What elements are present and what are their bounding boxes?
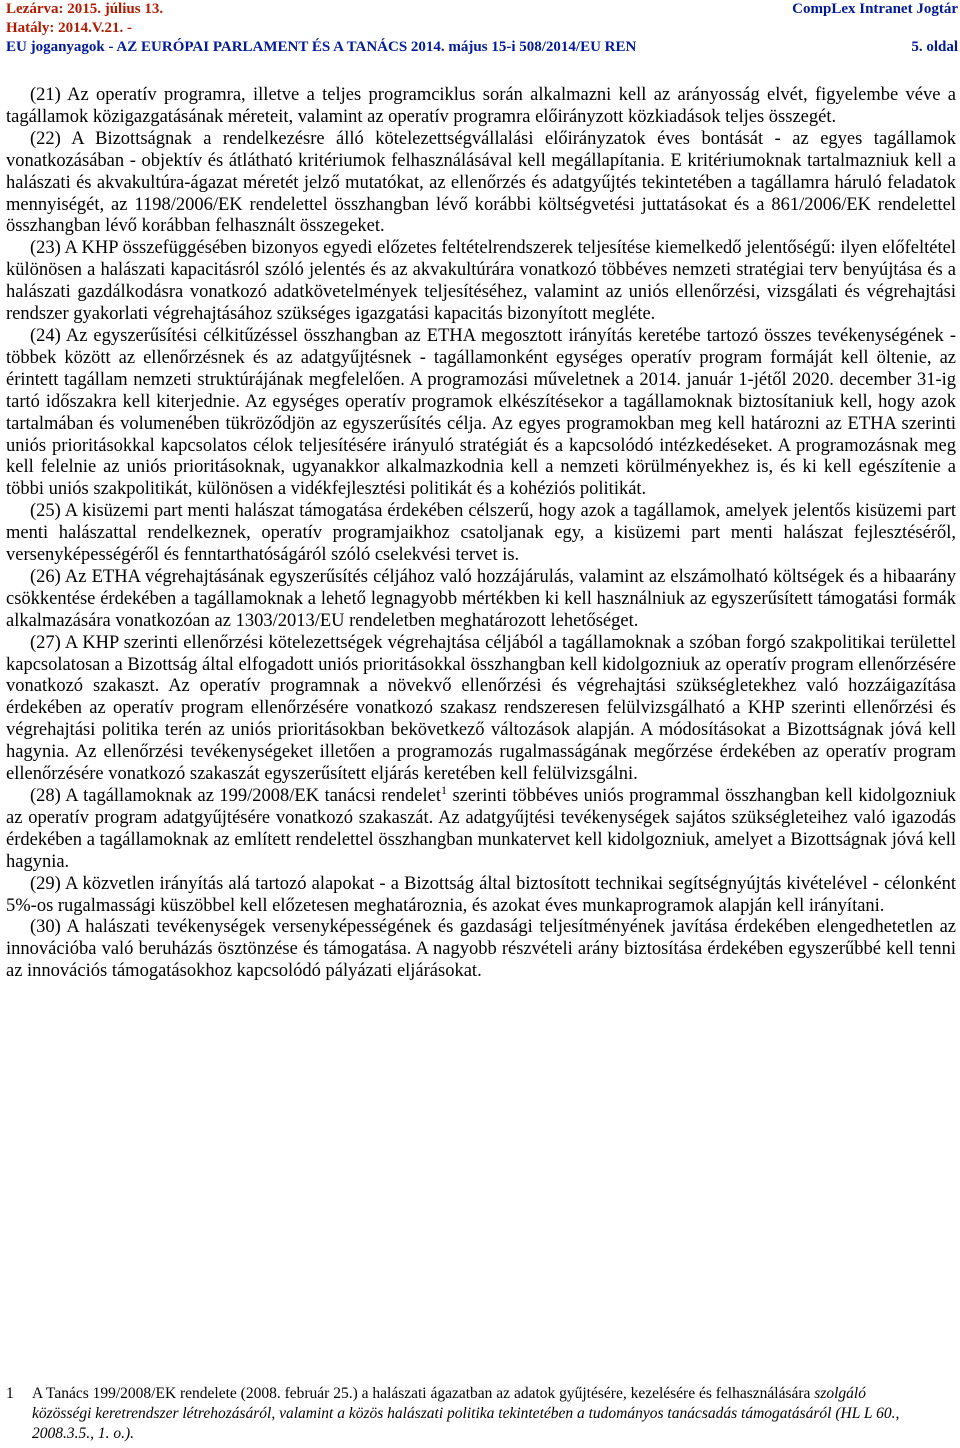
header-row-3 [6, 38, 958, 57]
header-row-2 [6, 19, 958, 38]
document-body [6, 85, 956, 983]
paragraph-28-rest: szerinti többéves uniós programmal összhangban kell kidolgozniuk az operatív program adatgyűjtésére vonatkozó szakaszát. Az adatgyűjtési tevékenységek sajátos szükségleteihez való igazodás érdekében a tagállamoknak az említett rendelettel összhangban munkatervet kell kidolgozniuk, amelyet a Bizottságnak jóvá kell hagynia. [6, 786, 957, 872]
paragraph-30: (30) A halászati tevékenységek versenyképességének és gazdasági teljesítményének javítása érdekében elengedhetetlen az innovációba való beruházás ösztönzése és támogatása. A nagyobb részvételi arány biztosítása érdekében egyszerűbbé kell tenni az innovációs támogatásokhoz kapcsolódó pályázati eljárásokat. [6, 917, 956, 982]
page-number: 5. oldal [911, 39, 958, 55]
footnote-reference[interactable]: 1 [441, 782, 447, 797]
paragraph-24: (24) Az egyszerűsítési célkitűzéssel összhangban az ETHA megosztott irányítás keretébe tartozó összes tevékenységének - többek között az ellenőrzésnek és az adatgyűjtésnek - tagállamonként egységes operatív program formáját kell öltenie, az érintett tagállam nemzeti struktúrájának megfelelően. A programozási műveletnek a 2014. január 1-jétől 2020. december 31-ig tartó időszakra kell kiterjednie. Az egységes operatív programok elkészítésekor a tagállamoknak biztosítaniuk kell, hogy azok tartalmában és volumenében tükröződjön az egyszerűsítés célja. Az egyes programokban meg kell határozni az ETHA szerinti uniós prioritásokkal kapcsolatos célok teljesítésére irányuló stratégiát és a kapcsolódó intézkedéseket. A programozásnak meg kell felelnie az uniós prioritásoknak, ugyanakkor alkalmazkodnia kell a nemzeti körülményekhez is, és ki kell egészítenie a többi uniós szakpolitikát, különösen a vidékfejlesztési politikát és a kohéziós politikát. [6, 325, 956, 500]
document-header [6, 0, 958, 60]
paragraph-22: (22) A Bizottságnak a rendelkezésre álló kötelezettségvállalási előirányzatok éves bontását - az egyes tagállamok vonatkozásában - objektív és átlátható kritériumok felhasználásával kell megállapítania. E kritériumoknak tartalmazniuk kell a halászati és akvakultúra-ágazat méretét jelző mutatókat, az ellenőrzés és adatgyűjtés tekintetében a tagállamra háruló feladatok mennyiségét, az 1198/2006/EK rendelettel összhangban lévő korábbi költségvetési juttatásokat és a 861/2006/EK rendelettel összhangban lévő korábban felhasznált összegeket. [6, 128, 956, 237]
paragraph-25: (25) A kisüzemi part menti halászat támogatása érdekében célszerű, hogy azok a tagállamok, amelyek jelentős kisüzemi part menti halászattal rendelkeznek, operatív programjaikhoz csatoljanak egy, a kisüzemi part menti halászat fejlesztéséről, versenyképességéről és fenntarthatóságáról szóló cselekvési tervet is. [6, 501, 956, 566]
closed-date: Lezárva: 2015. július 13. [6, 1, 164, 17]
source-brand: CompLex Intranet Jogtár [792, 1, 958, 17]
paragraph-28 [6, 782, 957, 874]
paragraph-23: (23) A KHP összefüggésében bizonyos egyedi előzetes feltételrendszerek teljesítése kiemelkedő jelentőségű: ilyen előfeltétel különösen a halászati kapacitásról szóló jelentés és az akvakultúrára vonatkozó többéves nemzeti stratégiai terv benyújtása és a halászati gazdálkodásra vonatkozó adatkövetelmények teljesítéséhez, valamint az uniós ellenőrzési, vizsgálati és végrehajtási rendszer gyakorlati végrehajtásához szükséges igazgatási kapacitás bizonyított megléte. [6, 238, 956, 325]
footnote-text-italic: szolgáló közösségi keretrendszer létrehozásáról, valamint a közös halászati politika tekintetében a tudományos tanácsadás támogatásáról (HL L 60., 2008.3.5., 1. o.). [32, 1385, 900, 1442]
footnote-text-normal: A Tanács 199/2008/EK rendelete (2008. február 25.) a halászati ágazatban az adatok gyűjtésére, kezelésére és felhasználására [32, 1385, 811, 1402]
header-row-1 [6, 0, 958, 19]
paragraph-28-start: (28) A tagállamoknak az 199/2008/EK tanácsi rendelet [30, 786, 441, 806]
paragraph-26: (26) Az ETHA végrehajtásának egyszerűsítés céljához való hozzájárulás, valamint az elszámolható költségek és a hibaarány csökkentése érdekében a tagállamoknak a lehető legnagyobb mértékben ki kell használniuk az egyszerűsített támogatási formák alkalmazására vonatkozóan az 1303/2013/EU rendeletben meghatározott lehetőséget. [6, 566, 956, 631]
footnote [6, 1384, 926, 1444]
validity-date: Hatály: 2014.V.21. - [6, 20, 132, 36]
footnote-number: 1 [6, 1385, 14, 1402]
paragraph-27: (27) A KHP szerinti ellenőrzési kötelezettségek végrehajtása céljából a tagállamoknak a szóban forgó szakpolitikai területtel kapcsolatosan a Bizottság által elfogadott uniós prioritásokkal összhangban kell kidolgozniuk az operatív program ellenőrzésére vonatkozó szakaszt. Az operatív programnak a növekvő ellenőrzési és végrehajtási szükségletekhez való hozzáigazítása érdekében az operatív program ellenőrzésére vonatkozó szakasz rendszeresen felülvizsgálható a KHP szerinti ellenőrzési és végrehajtási politika terén az uniós prioritásokban bekövetkező változások alapján. A módosításokat a Bizottságnak jóvá kell hagynia. Az ellenőrzési tevékenységeket illetően a programozás rugalmasságának megőrzése érdekében az operatív program ellenőrzésére vonatkozó szakaszát egyszerűsített eljárás keretében kell felülvizsgálni. [6, 632, 956, 785]
document-title: EU joganyagok - AZ EURÓPAI PARLAMENT ÉS A TANÁCS 2014. május 15-i 508/2014/EU REN [6, 39, 637, 55]
footnote-text [32, 1384, 926, 1444]
paragraph-29: (29) A közvetlen irányítás alá tartozó alapokat - a Bizottság által biztosított technikai segítségnyújtás kivételével - célonként 5%-os rugalmassági küszöbbel kell előzetesen meghatároznia, és azokat éves munkaprogramok alapján kell irányítani. [6, 873, 956, 916]
paragraph-21: (21) Az operatív programra, illetve a teljes programciklus során alkalmazni kell az arányosság elvét, figyelembe véve a tagállamok közigazgatásának méreteit, valamint az operatív programra előirányzott közkiadások teljes összegét. [6, 85, 956, 127]
